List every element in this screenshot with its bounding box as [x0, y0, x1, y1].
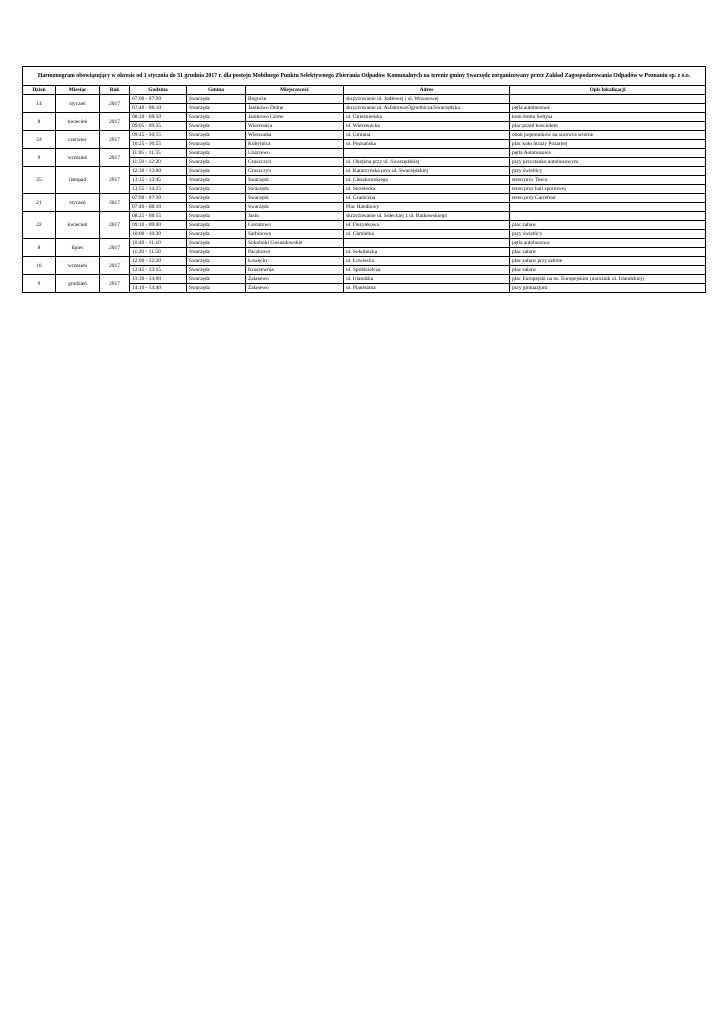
time-cell: 10:25 - 10:55: [130, 140, 187, 149]
gmina-cell: Swarzędz: [187, 248, 246, 257]
address-cell: ul. Spółdzielcza: [344, 266, 510, 275]
time-cell: 07:40 - 08:10: [130, 203, 187, 212]
description-cell: teren przy Tesco: [510, 176, 706, 185]
description-cell: [510, 212, 706, 221]
address-cell: ul. Łowiecka: [344, 257, 510, 266]
gmina-cell: Swarzędz: [187, 194, 246, 203]
gmina-cell: Swarzędz: [187, 230, 246, 239]
address-cell: skrzyżowanie ul. Asfaltowa/Ogrodnicza/Swarzędzka: [344, 104, 510, 113]
gmina-cell: Swarzędz: [187, 203, 246, 212]
time-cell: 12:00 - 12:30: [130, 257, 187, 266]
day-cell: 8: [23, 113, 56, 131]
day-cell: 22: [23, 212, 56, 239]
day-cell: 24: [23, 131, 56, 149]
place-cell: Kruszewnia: [246, 266, 344, 275]
gmina-cell: Swarzędz: [187, 185, 246, 194]
gmina-cell: Swarzędz: [187, 239, 246, 248]
year-cell: 2017: [100, 275, 130, 293]
table-row: [23, 167, 706, 176]
time-cell: 09:05 - 09:35: [130, 122, 187, 131]
gmina-cell: Swarzędz: [187, 131, 246, 140]
place-cell: Swarzędz: [246, 203, 344, 212]
time-cell: 09:45 - 10:15: [130, 131, 187, 140]
year-cell: 2017: [100, 149, 130, 167]
address-cell: skrzyżowanie ul. Sołeckiej z ul. Rutkowskiego: [344, 212, 510, 221]
time-cell: 12:30 - 13:00: [130, 167, 187, 176]
header-address: Adres: [344, 86, 510, 95]
place-cell: Jasin: [246, 212, 344, 221]
gmina-cell: Swarzędz: [187, 104, 246, 113]
schedule-sheet: [22, 66, 705, 293]
gmina-cell: Swarzędz: [187, 167, 246, 176]
header-row: [23, 86, 706, 95]
gmina-cell: Swarzędz: [187, 212, 246, 221]
description-cell: plac zabaw: [510, 248, 706, 257]
place-cell: Gruszczyn: [246, 158, 344, 167]
description-cell: pętla Autobusowa: [510, 149, 706, 158]
description-cell: przy świetlicy: [510, 230, 706, 239]
time-cell: 13:15 - 13:45: [130, 176, 187, 185]
gmina-cell: Swarzędz: [187, 275, 246, 284]
place-cell: Uzarzewo: [246, 149, 344, 158]
time-cell: 13:55 - 14:25: [130, 185, 187, 194]
place-cell: Paczkowo: [246, 248, 344, 257]
table-row: [23, 113, 706, 122]
place-cell: Janikowo Górne: [246, 113, 344, 122]
address-cell: [344, 149, 510, 158]
gmina-cell: Swarzędz: [187, 284, 246, 293]
address-cell: skrzyżowanie ul. Jodłowej i ul. Wrzosowej: [344, 95, 510, 104]
description-cell: plac koło Straży Pożarnej: [510, 140, 706, 149]
month-cell: lipiec: [56, 239, 100, 257]
time-cell: 10:00 - 10:30: [130, 230, 187, 239]
schedule-table: [22, 66, 706, 293]
place-cell: Wierzenica: [246, 122, 344, 131]
description-cell: plac przed kościołem: [510, 122, 706, 131]
address-cell: ul. Okrężna przy ul. Swarzędzkiej: [344, 158, 510, 167]
place-cell: Wierzonka: [246, 131, 344, 140]
time-cell: 11:05 - 11:35: [130, 149, 187, 158]
header-time: Godzina: [130, 86, 187, 95]
header-day: Dzień: [23, 86, 56, 95]
gmina-cell: Swarzędz: [187, 221, 246, 230]
place-cell: Zalasewo: [246, 284, 344, 293]
place-cell: Swarzędz: [246, 176, 344, 185]
gmina-cell: Swarzędz: [187, 122, 246, 131]
year-cell: 2017: [100, 194, 130, 212]
year-cell: 2017: [100, 212, 130, 239]
address-cell: ul. Gnieźnieńska: [344, 113, 510, 122]
address-cell: ul. Irlandzka: [344, 275, 510, 284]
place-cell: Bogucin: [246, 95, 344, 104]
header-month: Miesiąc: [56, 86, 100, 95]
time-cell: 13:30 - 14:00: [130, 275, 187, 284]
place-cell: Swarzędz: [246, 194, 344, 203]
year-cell: 2017: [100, 95, 130, 113]
gmina-cell: Swarzędz: [187, 113, 246, 122]
place-cell: Sarbinowo: [246, 230, 344, 239]
month-cell: wrzesień: [56, 149, 100, 167]
month-cell: styczeń: [56, 194, 100, 212]
month-cell: kwiecień: [56, 212, 100, 239]
year-cell: 2017: [100, 113, 130, 131]
place-cell: Swarzędz: [246, 185, 344, 194]
address-cell: ul. Gminna: [344, 131, 510, 140]
table-row: [23, 212, 706, 221]
table-row: [23, 149, 706, 158]
address-cell: ul. Planetarna: [344, 284, 510, 293]
schedule-body: [23, 95, 706, 293]
header-place: Miejscowość: [246, 86, 344, 95]
time-cell: 10:40 - 11:10: [130, 239, 187, 248]
year-cell: 2017: [100, 239, 130, 257]
year-cell: 2017: [100, 131, 130, 149]
address-cell: Plac Handlowy: [344, 203, 510, 212]
description-cell: pętla autobusowa: [510, 104, 706, 113]
time-cell: 07:00 - 07:30: [130, 95, 187, 104]
address-cell: ul. Cieszkowskiego: [344, 176, 510, 185]
address-cell: ul. Chmielna: [344, 230, 510, 239]
month-cell: wrzesień: [56, 257, 100, 275]
day-cell: 25: [23, 167, 56, 194]
table-row: [23, 95, 706, 104]
gmina-cell: Swarzędz: [187, 140, 246, 149]
address-cell: ul. Poznańska: [344, 140, 510, 149]
address-cell: ul. Wierzenicka: [344, 122, 510, 131]
day-cell: 9: [23, 275, 56, 293]
month-cell: grudzień: [56, 275, 100, 293]
time-cell: 08:20 - 08:50: [130, 113, 187, 122]
address-cell: ul. Graniczna: [344, 194, 510, 203]
description-cell: plac zabaw: [510, 221, 706, 230]
gmina-cell: Swarzędz: [187, 149, 246, 158]
time-cell: 11:20 - 11:50: [130, 248, 187, 257]
table-row: [23, 275, 706, 284]
gmina-cell: Swarzędz: [187, 158, 246, 167]
gmina-cell: Swarzędz: [187, 95, 246, 104]
table-row: [23, 257, 706, 266]
day-cell: 9: [23, 149, 56, 167]
description-cell: plac zabaw przy szkole: [510, 257, 706, 266]
address-cell: ul. Strzelecka: [344, 185, 510, 194]
time-cell: 14:10 - 14:40: [130, 284, 187, 293]
header-year: Rok: [100, 86, 130, 95]
place-cell: Gortatowo: [246, 221, 344, 230]
table-row: [23, 239, 706, 248]
time-cell: 07:40 - 08:10: [130, 104, 187, 113]
time-cell: 11:50 - 12:20: [130, 158, 187, 167]
year-cell: 2017: [100, 257, 130, 275]
time-cell: 09:10 - 09:40: [130, 221, 187, 230]
description-cell: [510, 203, 706, 212]
place-cell: Sokolniki Gwiazdowskie: [246, 239, 344, 248]
header-gmina: Gmina: [187, 86, 246, 95]
place-cell: Gruszczyn: [246, 167, 344, 176]
address-cell: ul. Dożynkowa: [344, 221, 510, 230]
month-cell: styczeń: [56, 95, 100, 113]
header-description: Opis lokalizacji: [510, 86, 706, 95]
time-cell: 08:25 - 08:55: [130, 212, 187, 221]
place-cell: Kobylnica: [246, 140, 344, 149]
place-cell: Janikowo Dolne: [246, 104, 344, 113]
description-cell: koło domu Sołtysa: [510, 113, 706, 122]
gmina-cell: Swarzędz: [187, 266, 246, 275]
table-row: [23, 131, 706, 140]
description-cell: obok pojemników na surowce wtórne: [510, 131, 706, 140]
day-cell: 16: [23, 257, 56, 275]
description-cell: plac Europejski na os. Europejskim (narożnik ul. Irlandzkiej): [510, 275, 706, 284]
month-cell: kwiecień: [56, 113, 100, 131]
address-cell: ul. Katarzyńska przy ul. Swarzędzkiej: [344, 167, 510, 176]
description-cell: przy gimnazjum: [510, 284, 706, 293]
address-cell: [344, 239, 510, 248]
day-cell: 21: [23, 194, 56, 212]
description-cell: przy przystanku autobusowym: [510, 158, 706, 167]
year-cell: 2017: [100, 167, 130, 194]
table-row: [23, 194, 706, 203]
description-cell: pętla autobusowa: [510, 239, 706, 248]
time-cell: 07:00 - 07:30: [130, 194, 187, 203]
address-cell: ul. Sokolnicka: [344, 248, 510, 257]
description-cell: [510, 95, 706, 104]
description-cell: przy świetlicy: [510, 167, 706, 176]
month-cell: czerwiec: [56, 131, 100, 149]
place-cell: Łowęcin: [246, 257, 344, 266]
time-cell: 12:45 - 13:15: [130, 266, 187, 275]
day-cell: 8: [23, 239, 56, 257]
gmina-cell: Swarzędz: [187, 257, 246, 266]
place-cell: Zalasewo: [246, 275, 344, 284]
description-cell: plac zabaw: [510, 266, 706, 275]
gmina-cell: Swarzędz: [187, 176, 246, 185]
document-title: Harmonogram obowiązujący w okresie od 1 stycznia do 31 grudnia 2017 r. dla postoju Mobilnego Punktu Selektywnego Zbierania Odpadów Komunalnych na terenie gminy Swarzędz zorganizowany przez Zakład Zagospodarowania Odpadów w Poznaniu sp. z o.o.: [23, 67, 706, 86]
description-cell: teren przy hali sportowej: [510, 185, 706, 194]
day-cell: 14: [23, 95, 56, 113]
description-cell: teren przy Carrefour: [510, 194, 706, 203]
month-cell: listopad: [56, 167, 100, 194]
